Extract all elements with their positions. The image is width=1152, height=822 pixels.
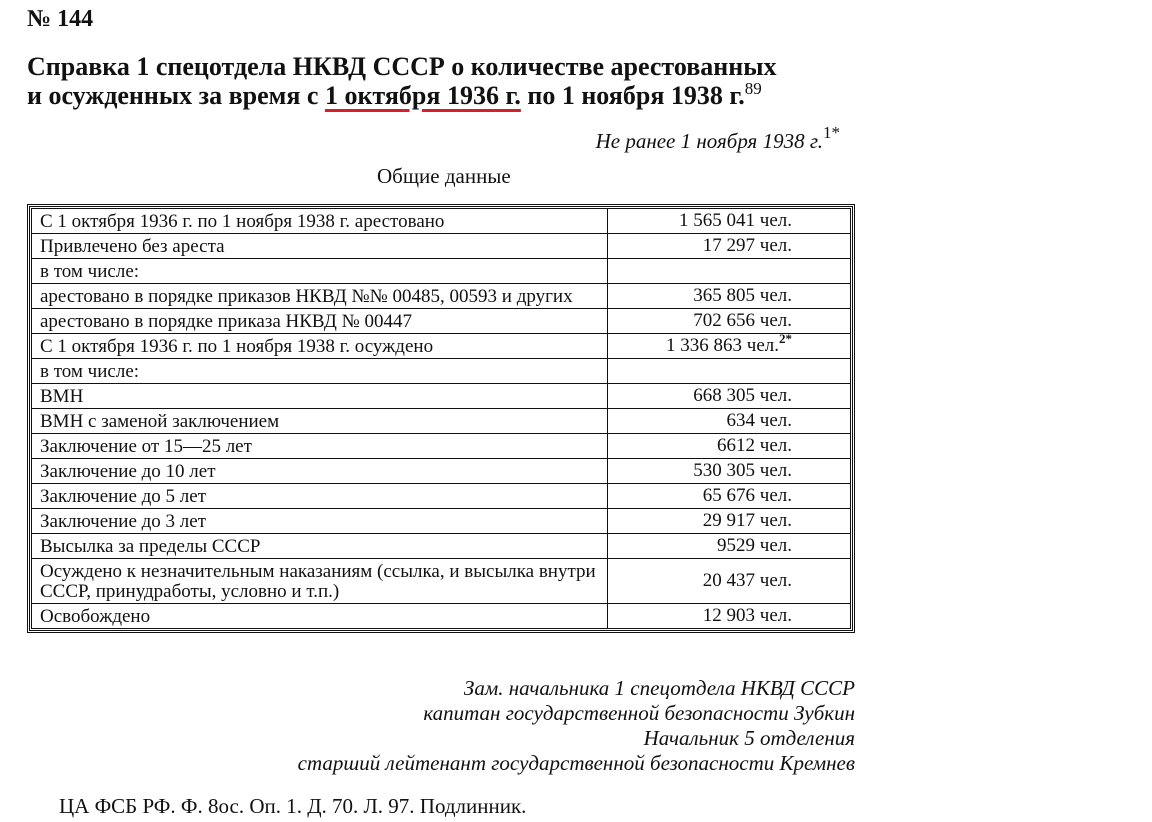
archival-source: ЦА ФСБ РФ. Ф. 8ос. Оп. 1. Д. 70. Л. 97. Подлинник. [59, 794, 527, 818]
document-date [595, 123, 840, 154]
signature-block [298, 676, 855, 776]
signature-line-4: старший лейтенант государственной безопасности Кремнев [297, 751, 855, 775]
title-line-1: Справка 1 спецотдела НКВД СССР о количестве арестованных [27, 52, 777, 81]
table-row [32, 434, 851, 459]
table-row [32, 334, 851, 359]
title-footnote-ref: 89 [744, 79, 762, 98]
table-row [32, 259, 851, 284]
row-value [608, 434, 851, 459]
row-value-text: 702 656 чел. [693, 310, 792, 331]
row-value [608, 559, 851, 604]
row-value-text: 65 676 чел. [702, 485, 792, 506]
row-label: в том числе: [32, 259, 608, 284]
row-value [608, 359, 851, 384]
row-value-text: 365 805 чел. [693, 285, 792, 306]
data-table-frame [27, 204, 855, 633]
row-value [608, 331, 851, 359]
row-label: Привлечено без ареста [32, 234, 608, 259]
signature-line-1: Зам. начальника 1 спецотдела НКВД СССР [463, 676, 855, 700]
row-label: С 1 октября 1936 г. по 1 ноября 1938 г. арестовано [32, 209, 608, 234]
table-row [32, 234, 851, 259]
row-value-text: 1 565 041 чел. [679, 210, 792, 231]
document-title [27, 52, 927, 110]
row-value [608, 209, 851, 234]
table-row [32, 309, 851, 334]
row-value [608, 459, 851, 484]
table-row [32, 534, 851, 559]
row-label: Осуждено к незначительным наказаниям (ссылка, и высылка внутри СССР, принудработы, условно и т.п.) [32, 559, 608, 604]
row-value-text: 20 437 чел. [702, 570, 792, 591]
table-row [32, 459, 851, 484]
row-label: в том числе: [32, 359, 608, 384]
signature-line-3: Начальник 5 отделения [643, 726, 855, 750]
row-label: Заключение до 10 лет [32, 459, 608, 484]
row-label: арестовано в порядке приказов НКВД №№ 00485, 00593 и других [32, 284, 608, 309]
data-table-body [32, 209, 851, 629]
document-number: № 144 [27, 6, 94, 32]
row-value [608, 534, 851, 559]
row-label: Заключение до 5 лет [32, 484, 608, 509]
date-text: Не ранее 1 ноября 1938 г. [595, 129, 823, 153]
title-line-2 [27, 81, 927, 110]
title-line-2-suffix: по 1 ноября 1938 г. [520, 81, 745, 110]
table-row [32, 359, 851, 384]
row-footnote-ref: 2* [779, 331, 792, 346]
title-line-2-prefix: и осужденных за время с [27, 81, 325, 110]
table-row [32, 509, 851, 534]
row-label: ВМН [32, 384, 608, 409]
table-row [32, 484, 851, 509]
row-label: С 1 октября 1936 г. по 1 ноября 1938 г. осуждено [32, 334, 608, 359]
table-row [32, 409, 851, 434]
row-label: арестовано в порядке приказа НКВД № 00447 [32, 309, 608, 334]
row-value [608, 384, 851, 409]
row-value [608, 234, 851, 259]
row-value [608, 284, 851, 309]
signature-line-2: капитан государственной безопасности Зубкин [423, 701, 855, 725]
row-value-text: 6612 чел. [717, 435, 792, 456]
table-row [32, 384, 851, 409]
data-table [31, 208, 851, 629]
table-row [32, 209, 851, 234]
row-label: Заключение до 3 лет [32, 509, 608, 534]
row-value-text: 17 297 чел. [702, 235, 792, 256]
row-value-text: 1 336 863 чел. [666, 335, 779, 356]
row-value [608, 259, 851, 284]
section-heading: Общие данные [377, 164, 511, 188]
row-value [608, 409, 851, 434]
row-value [608, 484, 851, 509]
row-value-text: 634 чел. [726, 410, 792, 431]
row-label: ВМН с заменой заключением [32, 409, 608, 434]
row-value-text: 12 903 чел. [702, 605, 792, 626]
row-value-text: 530 305 чел. [693, 460, 792, 481]
row-label: Освобождено [32, 604, 608, 629]
date-footnote-ref: 1* [823, 123, 840, 142]
row-value-text: 9529 чел. [717, 535, 792, 556]
row-label: Высылка за пределы СССР [32, 534, 608, 559]
row-label: Заключение от 15—25 лет [32, 434, 608, 459]
table-row [32, 284, 851, 309]
row-value [608, 604, 851, 629]
table-row [32, 604, 851, 629]
row-value-text: 29 917 чел. [702, 510, 792, 531]
title-underlined-date: 1 октября 1936 г. [324, 81, 521, 110]
row-value [608, 509, 851, 534]
row-value-text: 668 305 чел. [693, 385, 792, 406]
row-value [608, 309, 851, 334]
table-row [32, 559, 851, 604]
